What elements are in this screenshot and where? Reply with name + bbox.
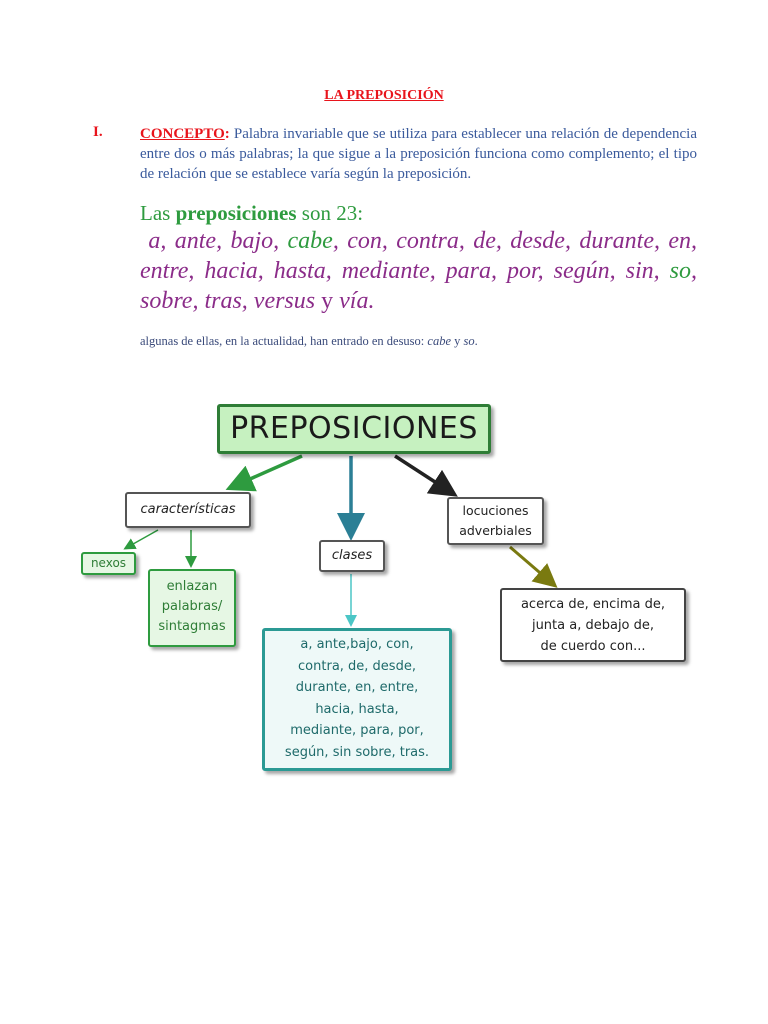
document-title: LA PREPOSICIÓN — [324, 88, 444, 103]
count-intro-number: son 23: — [296, 201, 364, 225]
prep-so: so — [669, 258, 691, 284]
clases-line: contra, de, desde, — [298, 658, 416, 674]
count-intro-text: Las — [140, 201, 176, 225]
locuciones-line: locuciones — [462, 503, 529, 518]
note-cabe: cabe — [427, 334, 452, 348]
count-intro-bold: preposiciones — [175, 201, 297, 225]
acerca-line: acerca de, encima de, — [520, 597, 666, 612]
clases-line: hacia, hasta, — [315, 701, 399, 717]
prep-cabe: cabe — [287, 228, 333, 254]
arrow-to-caracteristicas — [232, 456, 302, 487]
section-number: I. — [93, 124, 103, 140]
acerca-line: de cuerdo con... — [540, 639, 646, 654]
clases-line: mediante, para, por, — [290, 723, 424, 738]
clases-line: según, sin sobre, tras. — [284, 744, 430, 760]
concept-text: Palabra invariable que se utiliza para establecer una relación de dependencia entre dos o más palabras; la que sigue a la preposición funciona como complemento; el tipo de relación que se establece varía según la preposición. — [140, 126, 697, 182]
locuciones-examples-node — [500, 588, 686, 662]
enlazan-line: sintagmas — [158, 619, 226, 634]
prep-end: vía. — [333, 288, 375, 314]
concept-label: CONCEPTO — [140, 126, 225, 142]
enlazan-line: enlazan — [166, 579, 218, 594]
acerca-line: junta a, debajo de, — [531, 618, 655, 633]
concept-colon: : — [224, 126, 230, 142]
note-y: y — [451, 334, 464, 348]
clases-list-node — [262, 628, 452, 771]
note-text: algunas de ellas, en la actualidad, han entrado en desuso: — [140, 334, 428, 348]
clases-node: clases — [319, 540, 385, 572]
prep-part3: , sobre, tras, versus — [140, 258, 697, 314]
locuciones-line: adverbiales — [459, 523, 532, 538]
nexos-node: nexos — [81, 552, 136, 575]
clases-line: durante, en, entre, — [295, 680, 419, 695]
arrow-to-locuciones — [395, 456, 452, 493]
arrow-to-acerca — [510, 547, 553, 584]
enlazan-node — [148, 569, 236, 647]
locuciones-node — [447, 497, 544, 545]
prep-y: y — [321, 288, 334, 314]
clases-line: a, ante,bajo, con, — [300, 637, 414, 652]
prep-part1: a, ante, bajo, — [148, 228, 288, 254]
concept-map-main-node: PREPOSICIONES — [217, 404, 491, 454]
prep-part2: , con, contra, de, desde, durante, en, entre, hacia, hasta, mediante, para, por, según, sin, — [140, 228, 698, 284]
caracteristicas-node: características — [125, 492, 251, 528]
note-so: so — [463, 334, 475, 348]
enlazan-line: palabras/ — [161, 599, 223, 614]
note-end: . — [474, 334, 478, 348]
arrow-to-nexos — [126, 530, 158, 548]
